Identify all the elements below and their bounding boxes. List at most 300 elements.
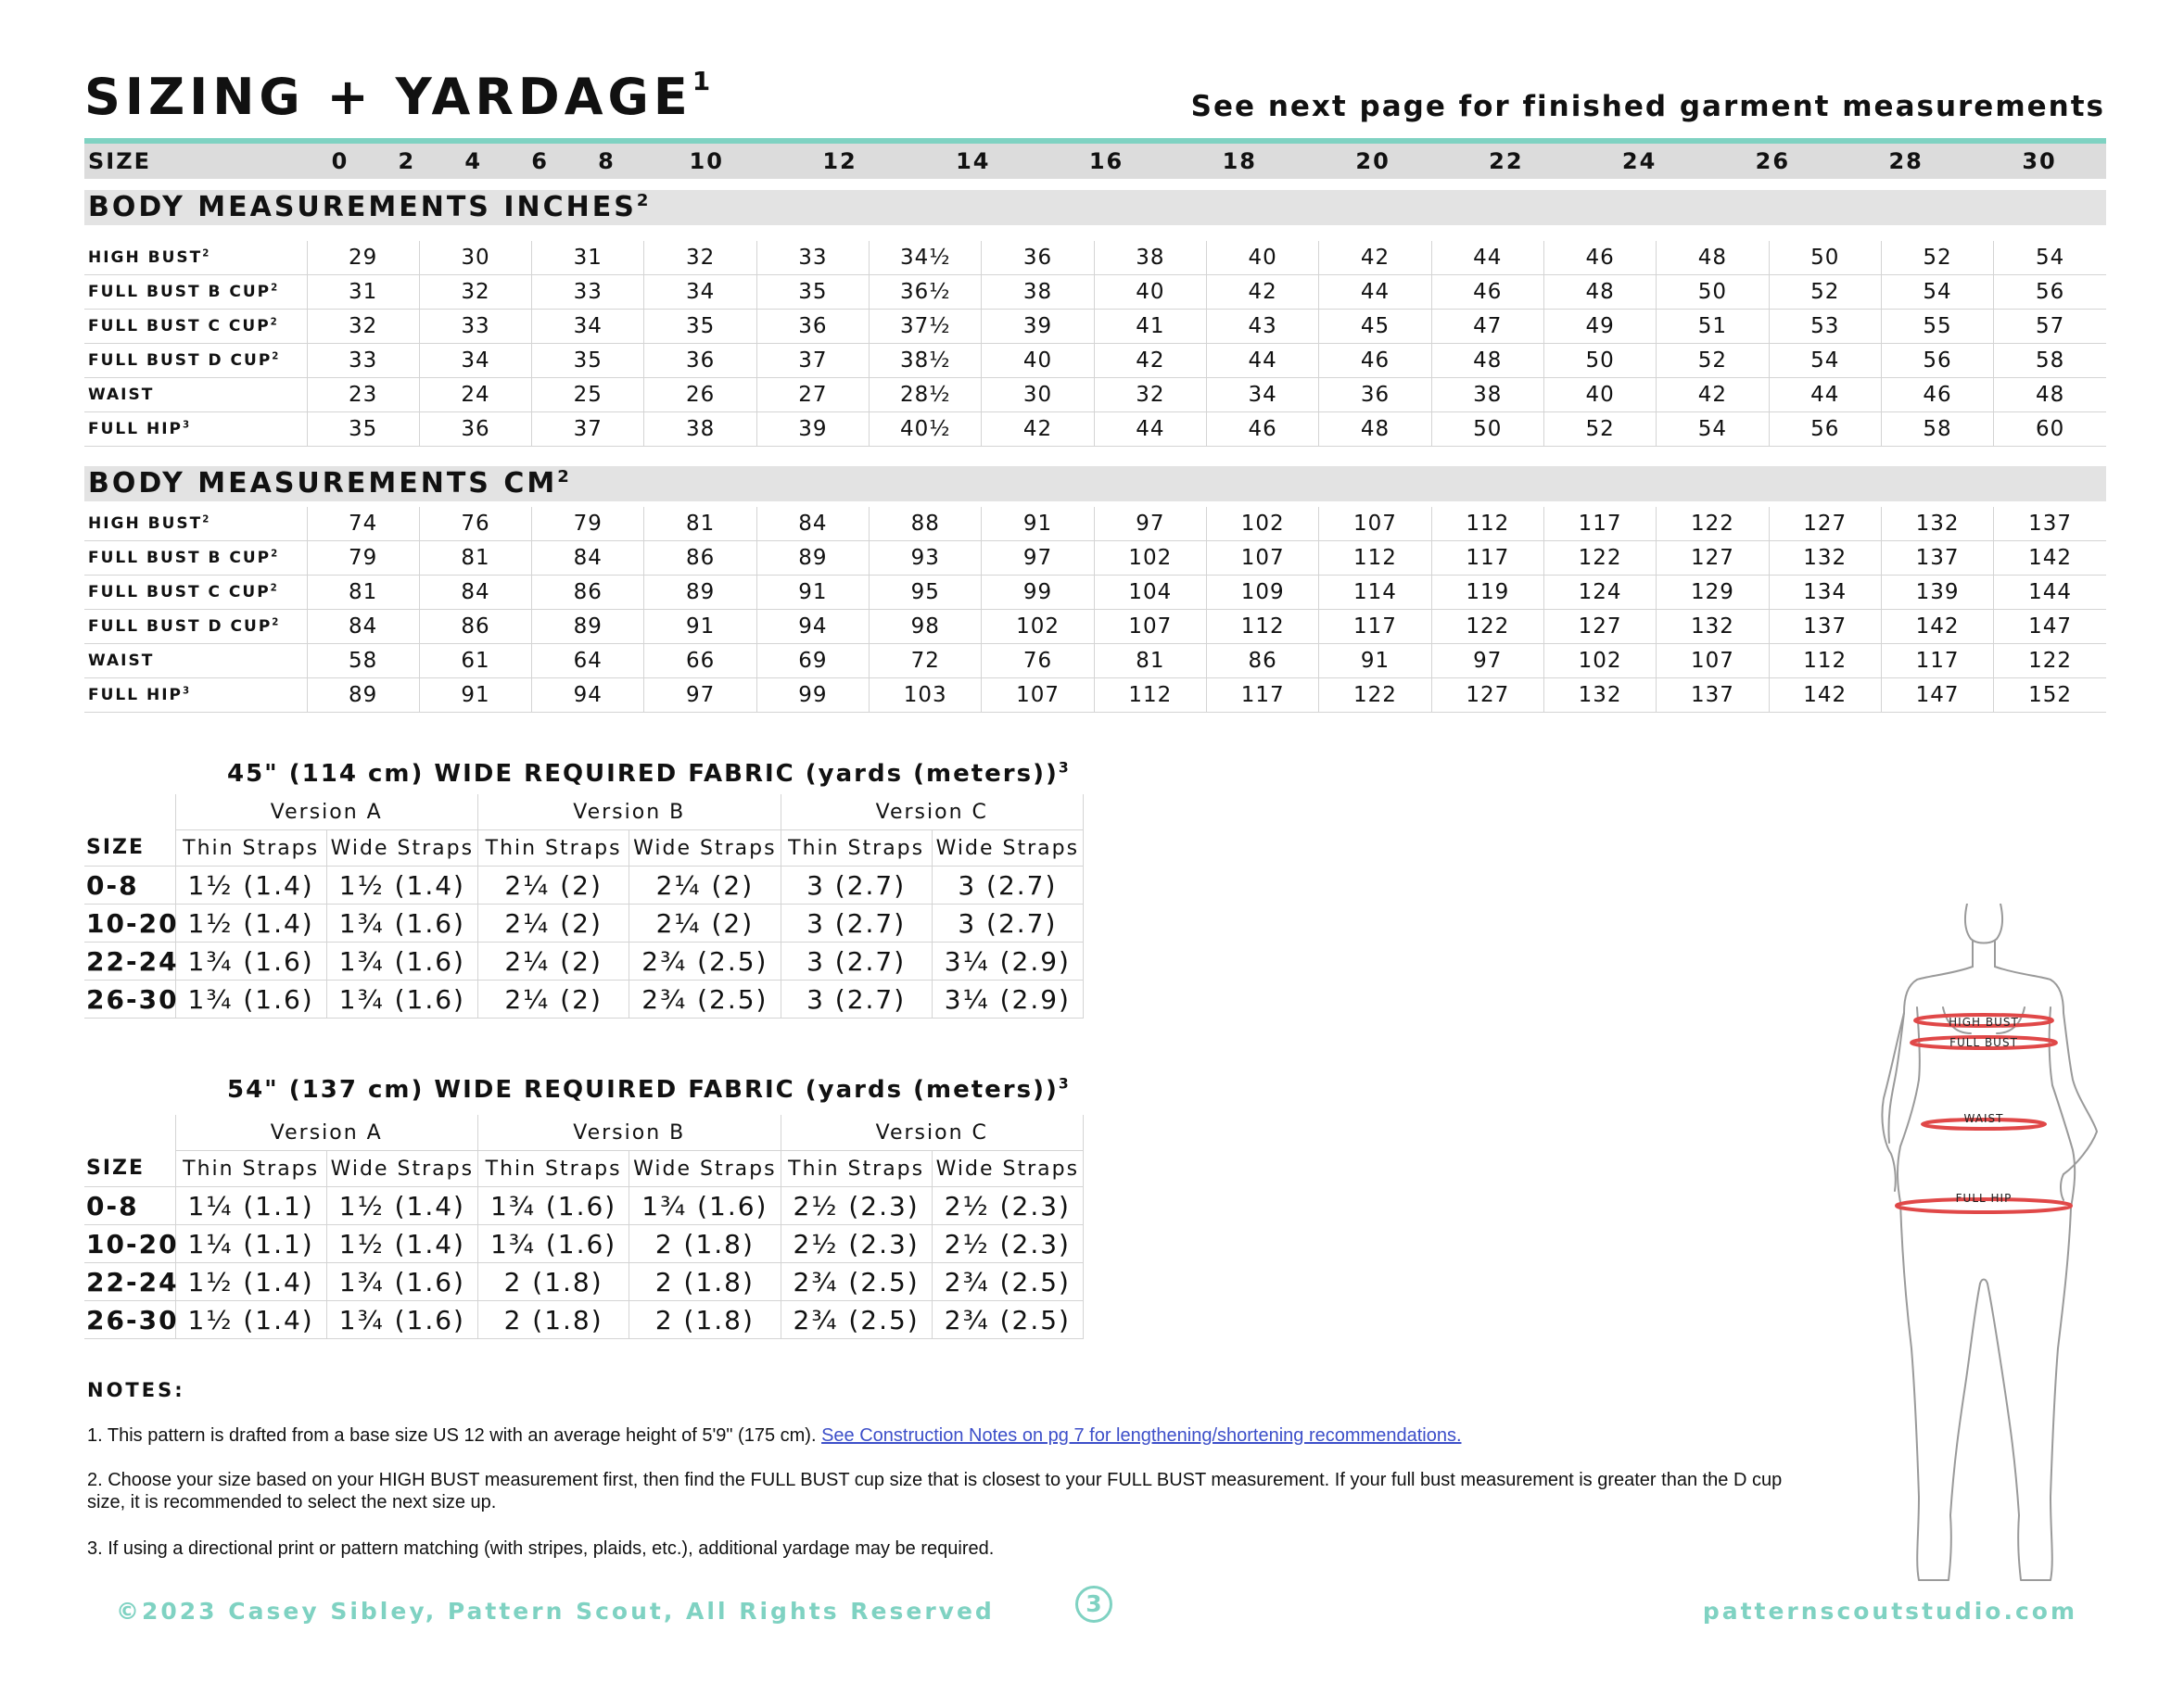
measurement-row bbox=[84, 241, 2106, 275]
version-header: Version A bbox=[175, 1115, 478, 1151]
inches-table bbox=[84, 241, 2106, 447]
measurement-value: 36 bbox=[982, 241, 1094, 275]
version-header: Version A bbox=[175, 794, 478, 830]
yardage-value: 2½ (2.3) bbox=[781, 1187, 932, 1225]
measurement-value: 41 bbox=[1094, 310, 1206, 344]
yardage-value: 2¼ (2) bbox=[478, 943, 629, 981]
measurement-value: 42 bbox=[1657, 378, 1769, 412]
size-label: SIZE bbox=[88, 148, 152, 174]
fabric45-table bbox=[84, 794, 1084, 1019]
measurement-value: 58 bbox=[1881, 412, 1993, 447]
measurement-value: 31 bbox=[307, 275, 419, 310]
yardage-row bbox=[84, 1301, 1084, 1339]
measurement-footnote: 2 bbox=[271, 283, 278, 294]
note-1 bbox=[87, 1424, 1784, 1447]
measurement-value: 48 bbox=[1994, 378, 2106, 412]
yardage-value: 1¾ (1.6) bbox=[326, 1301, 477, 1339]
page-subtitle: See next page for finished garment measurements bbox=[1190, 90, 2105, 123]
strap-header: Wide Straps bbox=[932, 1151, 1083, 1187]
measurement-label bbox=[84, 344, 307, 378]
yardage-value: 2 (1.8) bbox=[629, 1225, 781, 1263]
measurement-value: 52 bbox=[1543, 412, 1656, 447]
yardage-value: 3 (2.7) bbox=[781, 905, 932, 943]
measurement-value: 42 bbox=[1319, 241, 1431, 275]
yardage-value: 2¾ (2.5) bbox=[629, 943, 781, 981]
measurement-value: 54 bbox=[1657, 412, 1769, 447]
measurement-value: 114 bbox=[1319, 576, 1431, 610]
measurement-value: 94 bbox=[756, 610, 869, 644]
yardage-value: 2¾ (2.5) bbox=[781, 1263, 932, 1301]
size-range-label: 26-30 bbox=[84, 981, 175, 1019]
cm-table-body bbox=[84, 507, 2106, 713]
yardage-row bbox=[84, 867, 1084, 905]
inches-section-heading bbox=[84, 190, 2106, 225]
measurement-label bbox=[84, 507, 307, 541]
measurement-value: 61 bbox=[419, 644, 531, 678]
measurement-value: 36 bbox=[756, 310, 869, 344]
measurement-value: 86 bbox=[644, 541, 756, 576]
measurement-value: 35 bbox=[756, 275, 869, 310]
measurement-value: 50 bbox=[1769, 241, 1881, 275]
measurement-value: 102 bbox=[1543, 644, 1656, 678]
measurement-value: 35 bbox=[644, 310, 756, 344]
measurement-value: 91 bbox=[419, 678, 531, 713]
measurement-value: 25 bbox=[532, 378, 644, 412]
measurement-label-text: HIGH BUST bbox=[88, 248, 203, 267]
size-column-header: 20 bbox=[1355, 148, 1390, 174]
measurement-value: 44 bbox=[1094, 412, 1206, 447]
measurement-value: 142 bbox=[1881, 610, 1993, 644]
measurement-value: 107 bbox=[1657, 644, 1769, 678]
note-3: 3. If using a directional print or pattern matching (with stripes, plaids, etc.), additional yardage may be required. bbox=[87, 1538, 995, 1559]
measurement-value: 122 bbox=[1994, 644, 2106, 678]
measurement-row bbox=[84, 275, 2106, 310]
measurement-row bbox=[84, 678, 2106, 713]
measurement-label bbox=[84, 610, 307, 644]
measurement-value: 23 bbox=[307, 378, 419, 412]
measurement-label-text: FULL BUST D CUP bbox=[88, 617, 273, 636]
measurement-value: 46 bbox=[1543, 241, 1656, 275]
measurement-label-text: WAIST bbox=[88, 652, 155, 670]
size-column-header: 22 bbox=[1489, 148, 1524, 174]
measurement-value: 122 bbox=[1657, 507, 1769, 541]
version-header-row bbox=[84, 1115, 1084, 1151]
measurement-value: 46 bbox=[1319, 344, 1431, 378]
measurement-value: 86 bbox=[419, 610, 531, 644]
measurement-label bbox=[84, 378, 307, 412]
measurement-value: 74 bbox=[307, 507, 419, 541]
measurement-value: 38 bbox=[1094, 241, 1206, 275]
measurement-value: 132 bbox=[1657, 610, 1769, 644]
cm-section-heading bbox=[84, 466, 2106, 501]
measurement-value: 122 bbox=[1319, 678, 1431, 713]
page-number-badge: 3 bbox=[1075, 1586, 1112, 1623]
measurement-value: 40 bbox=[1207, 241, 1319, 275]
yardage-value: 1¾ (1.6) bbox=[175, 943, 326, 981]
measurement-value: 129 bbox=[1657, 576, 1769, 610]
measurement-footnote: 2 bbox=[271, 549, 278, 560]
measurement-value: 32 bbox=[307, 310, 419, 344]
measurement-value: 84 bbox=[532, 541, 644, 576]
measurement-value: 31 bbox=[532, 241, 644, 275]
measurement-value: 47 bbox=[1431, 310, 1543, 344]
measurement-value: 81 bbox=[1094, 644, 1206, 678]
measurement-value: 81 bbox=[644, 507, 756, 541]
size-range-label: 26-30 bbox=[84, 1301, 175, 1339]
yardage-value: 1¾ (1.6) bbox=[175, 981, 326, 1019]
measurement-value: 112 bbox=[1431, 507, 1543, 541]
measurement-value: 86 bbox=[1207, 644, 1319, 678]
measurement-value: 124 bbox=[1543, 576, 1656, 610]
version-header-blank bbox=[84, 794, 175, 830]
size-label: SIZE bbox=[84, 830, 175, 867]
size-range-label: 10-20 bbox=[84, 1225, 175, 1263]
measurement-value: 48 bbox=[1431, 344, 1543, 378]
yardage-value: 2¾ (2.5) bbox=[781, 1301, 932, 1339]
measurement-value: 112 bbox=[1207, 610, 1319, 644]
measurement-value: 49 bbox=[1543, 310, 1656, 344]
size-column-header: 18 bbox=[1222, 148, 1258, 174]
size-range-label: 22-24 bbox=[84, 1263, 175, 1301]
measurement-value: 103 bbox=[870, 678, 982, 713]
measurement-value: 46 bbox=[1881, 378, 1993, 412]
measurement-value: 33 bbox=[532, 275, 644, 310]
measurement-value: 107 bbox=[1094, 610, 1206, 644]
measurement-value: 46 bbox=[1207, 412, 1319, 447]
measurement-value: 147 bbox=[1881, 678, 1993, 713]
measurement-value: 152 bbox=[1994, 678, 2106, 713]
measurement-value: 27 bbox=[756, 378, 869, 412]
measurement-value: 38½ bbox=[870, 344, 982, 378]
size-range-label: 0-8 bbox=[84, 1187, 175, 1225]
version-header: Version C bbox=[781, 1115, 1084, 1151]
measurement-label bbox=[84, 678, 307, 713]
yardage-value: 2 (1.8) bbox=[629, 1301, 781, 1339]
yardage-value: 3 (2.7) bbox=[781, 943, 932, 981]
measurement-value: 54 bbox=[1881, 275, 1993, 310]
measurement-footnote: 2 bbox=[202, 514, 210, 525]
measurement-value: 89 bbox=[756, 541, 869, 576]
measurement-value: 107 bbox=[1207, 541, 1319, 576]
measurement-value: 79 bbox=[532, 507, 644, 541]
yardage-value: 2¾ (2.5) bbox=[629, 981, 781, 1019]
yardage-value: 1½ (1.4) bbox=[175, 905, 326, 943]
strap-header: Thin Straps bbox=[781, 1151, 932, 1187]
measurement-value: 84 bbox=[419, 576, 531, 610]
inches-table-body bbox=[84, 241, 2106, 447]
measurement-value: 57 bbox=[1994, 310, 2106, 344]
measurement-value: 99 bbox=[756, 678, 869, 713]
measurement-value: 36 bbox=[1319, 378, 1431, 412]
measurement-value: 36½ bbox=[870, 275, 982, 310]
yardage-row bbox=[84, 1263, 1084, 1301]
measurement-value: 94 bbox=[532, 678, 644, 713]
measurement-label bbox=[84, 576, 307, 610]
size-column-header: 14 bbox=[956, 148, 991, 174]
measurement-value: 102 bbox=[982, 610, 1094, 644]
measurement-value: 45 bbox=[1319, 310, 1431, 344]
yardage-value: 3 (2.7) bbox=[781, 981, 932, 1019]
size-column-header: 28 bbox=[1888, 148, 1924, 174]
measurement-value: 99 bbox=[982, 576, 1094, 610]
measurement-value: 142 bbox=[1769, 678, 1881, 713]
inches-heading-footnote: 2 bbox=[636, 191, 649, 210]
measurement-value: 84 bbox=[307, 610, 419, 644]
yardage-value: 1¾ (1.6) bbox=[629, 1187, 781, 1225]
measurement-footnote: 2 bbox=[270, 583, 277, 594]
measurement-footnote: 3 bbox=[183, 420, 190, 431]
measurement-value: 89 bbox=[644, 576, 756, 610]
version-header-blank bbox=[84, 1115, 175, 1151]
version-header: Version B bbox=[478, 794, 781, 830]
measurement-value: 147 bbox=[1994, 610, 2106, 644]
measurement-value: 52 bbox=[1657, 344, 1769, 378]
cm-heading-footnote: 2 bbox=[557, 467, 569, 487]
measurement-value: 91 bbox=[644, 610, 756, 644]
measurement-value: 32 bbox=[644, 241, 756, 275]
size-column-header: 26 bbox=[1755, 148, 1791, 174]
size-column-header: 12 bbox=[822, 148, 857, 174]
measurement-value: 69 bbox=[756, 644, 869, 678]
measurement-value: 88 bbox=[870, 507, 982, 541]
measurement-row bbox=[84, 344, 2106, 378]
measurement-label-text: WAIST bbox=[88, 386, 155, 404]
measurement-value: 117 bbox=[1881, 644, 1993, 678]
measurement-value: 112 bbox=[1094, 678, 1206, 713]
high-bust-label: HIGH BUST bbox=[1949, 1016, 2019, 1029]
measurement-value: 86 bbox=[532, 576, 644, 610]
measurement-value: 55 bbox=[1881, 310, 1993, 344]
measurement-value: 60 bbox=[1994, 412, 2106, 447]
strap-header: Wide Straps bbox=[629, 1151, 781, 1187]
size-column-header: 24 bbox=[1621, 148, 1657, 174]
fabric45-title-text: 45" (114 cm) WIDE REQUIRED FABRIC (yards (meters)) bbox=[227, 760, 1059, 788]
measurement-value: 56 bbox=[1769, 412, 1881, 447]
full-bust-label: FULL BUST bbox=[1949, 1036, 2018, 1049]
yardage-value: 1¾ (1.6) bbox=[326, 981, 477, 1019]
yardage-value: 1¾ (1.6) bbox=[326, 905, 477, 943]
measurement-value: 34 bbox=[419, 344, 531, 378]
page-title bbox=[84, 66, 711, 126]
size-column-header: 2 bbox=[398, 148, 416, 174]
inches-heading-text: BODY MEASUREMENTS INCHES bbox=[88, 191, 637, 223]
measurement-value: 34½ bbox=[870, 241, 982, 275]
yardage-row bbox=[84, 905, 1084, 943]
measurement-value: 72 bbox=[870, 644, 982, 678]
measurement-label bbox=[84, 275, 307, 310]
yardage-value: 1¾ (1.6) bbox=[478, 1225, 629, 1263]
measurement-value: 33 bbox=[756, 241, 869, 275]
measurement-value: 137 bbox=[1657, 678, 1769, 713]
measurement-value: 107 bbox=[1319, 507, 1431, 541]
measurement-value: 42 bbox=[1207, 275, 1319, 310]
measurement-value: 117 bbox=[1319, 610, 1431, 644]
notes-heading: NOTES: bbox=[87, 1379, 185, 1401]
strap-header-row bbox=[84, 1151, 1084, 1187]
strap-header-row bbox=[84, 830, 1084, 867]
measurement-value: 117 bbox=[1543, 507, 1656, 541]
measurement-footnote: 2 bbox=[202, 248, 210, 259]
measurement-label-text: FULL HIP bbox=[88, 420, 184, 438]
measurement-value: 107 bbox=[982, 678, 1094, 713]
yardage-value: 1¾ (1.6) bbox=[326, 1263, 477, 1301]
measurement-label bbox=[84, 412, 307, 447]
measurement-value: 46 bbox=[1431, 275, 1543, 310]
size-range-label: 0-8 bbox=[84, 867, 175, 905]
yardage-value: 2¼ (2) bbox=[478, 867, 629, 905]
strap-header: Thin Straps bbox=[175, 1151, 326, 1187]
measurement-value: 24 bbox=[419, 378, 531, 412]
size-range-label: 10-20 bbox=[84, 905, 175, 943]
measurement-value: 43 bbox=[1207, 310, 1319, 344]
measurement-value: 32 bbox=[419, 275, 531, 310]
yardage-value: 1¼ (1.1) bbox=[175, 1225, 326, 1263]
footer-website: patternscoutstudio.com bbox=[1702, 1598, 2077, 1625]
measurement-value: 35 bbox=[532, 344, 644, 378]
measurement-value: 34 bbox=[532, 310, 644, 344]
measurement-value: 122 bbox=[1431, 610, 1543, 644]
yardage-value: 1¾ (1.6) bbox=[478, 1187, 629, 1225]
strap-header: Wide Straps bbox=[629, 830, 781, 867]
measurement-value: 44 bbox=[1431, 241, 1543, 275]
measurement-value: 119 bbox=[1431, 576, 1543, 610]
measurement-value: 79 bbox=[307, 541, 419, 576]
measurement-value: 28½ bbox=[870, 378, 982, 412]
yardage-value: 1½ (1.4) bbox=[175, 1263, 326, 1301]
measurement-label bbox=[84, 310, 307, 344]
measurement-value: 66 bbox=[644, 644, 756, 678]
measurement-row bbox=[84, 412, 2106, 447]
measurement-label-text: FULL HIP bbox=[88, 686, 184, 704]
measurement-value: 127 bbox=[1769, 507, 1881, 541]
measurement-value: 127 bbox=[1431, 678, 1543, 713]
measurement-value: 50 bbox=[1657, 275, 1769, 310]
measurement-value: 76 bbox=[982, 644, 1094, 678]
fabric45-title bbox=[227, 760, 1069, 788]
measurement-row bbox=[84, 541, 2106, 576]
yardage-value: 3 (2.7) bbox=[781, 867, 932, 905]
yardage-value: 2¾ (2.5) bbox=[932, 1301, 1083, 1339]
yardage-value: 2 (1.8) bbox=[478, 1301, 629, 1339]
measurement-value: 132 bbox=[1769, 541, 1881, 576]
measurement-value: 56 bbox=[1881, 344, 1993, 378]
yardage-value: 3 (2.7) bbox=[932, 867, 1083, 905]
strap-header: Thin Straps bbox=[175, 830, 326, 867]
measurement-value: 48 bbox=[1657, 241, 1769, 275]
measurement-value: 58 bbox=[1994, 344, 2106, 378]
measurement-value: 37 bbox=[532, 412, 644, 447]
yardage-value: 2¼ (2) bbox=[478, 981, 629, 1019]
construction-notes-link[interactable]: See Construction Notes on pg 7 for lengthening/shortening recommendations. bbox=[821, 1425, 1462, 1446]
yardage-value: 2¼ (2) bbox=[478, 905, 629, 943]
measurement-value: 91 bbox=[756, 576, 869, 610]
measurement-label-text: FULL BUST B CUP bbox=[88, 549, 272, 567]
waist-label: WAIST bbox=[1963, 1112, 2004, 1125]
page-title-footnote: 1 bbox=[692, 66, 711, 96]
measurement-value: 44 bbox=[1207, 344, 1319, 378]
measurement-value: 40 bbox=[1543, 378, 1656, 412]
size-label: SIZE bbox=[84, 1151, 175, 1187]
measurement-value: 37½ bbox=[870, 310, 982, 344]
fabric45-title-footnote: 3 bbox=[1058, 759, 1069, 777]
measurement-value: 39 bbox=[756, 412, 869, 447]
measurement-value: 53 bbox=[1769, 310, 1881, 344]
strap-header: Thin Straps bbox=[478, 1151, 629, 1187]
measurement-value: 102 bbox=[1094, 541, 1206, 576]
measurement-value: 95 bbox=[870, 576, 982, 610]
measurement-value: 40 bbox=[1094, 275, 1206, 310]
yardage-value: 1¾ (1.6) bbox=[326, 943, 477, 981]
yardage-value: 3¼ (2.9) bbox=[932, 981, 1083, 1019]
fabric54-table-body bbox=[84, 1115, 1084, 1339]
strap-header: Wide Straps bbox=[326, 1151, 477, 1187]
measurement-value: 84 bbox=[756, 507, 869, 541]
measurement-value: 112 bbox=[1319, 541, 1431, 576]
strap-header: Thin Straps bbox=[781, 830, 932, 867]
full-hip-label: FULL HIP bbox=[1955, 1192, 2013, 1205]
size-header-row bbox=[84, 144, 2106, 179]
version-header: Version C bbox=[781, 794, 1084, 830]
size-range-label: 22-24 bbox=[84, 943, 175, 981]
measurement-label bbox=[84, 541, 307, 576]
measurement-value: 29 bbox=[307, 241, 419, 275]
measurement-value: 91 bbox=[982, 507, 1094, 541]
figure-outline bbox=[1882, 904, 2097, 1580]
measurement-value: 33 bbox=[419, 310, 531, 344]
size-column-header: 30 bbox=[2022, 148, 2057, 174]
measurement-footnote: 2 bbox=[272, 351, 279, 362]
measurement-value: 139 bbox=[1881, 576, 1993, 610]
measurement-value: 42 bbox=[982, 412, 1094, 447]
measurement-value: 44 bbox=[1319, 275, 1431, 310]
measurement-value: 50 bbox=[1431, 412, 1543, 447]
measurement-value: 56 bbox=[1994, 275, 2106, 310]
measurement-value: 97 bbox=[1094, 507, 1206, 541]
version-header-row bbox=[84, 794, 1084, 830]
strap-header: Wide Straps bbox=[932, 830, 1083, 867]
measurement-value: 109 bbox=[1207, 576, 1319, 610]
measurement-value: 54 bbox=[1994, 241, 2106, 275]
yardage-value: 1½ (1.4) bbox=[326, 867, 477, 905]
measurement-value: 122 bbox=[1543, 541, 1656, 576]
measurement-value: 117 bbox=[1431, 541, 1543, 576]
measurement-value: 89 bbox=[532, 610, 644, 644]
measurement-label-text: FULL BUST C CUP bbox=[88, 583, 271, 601]
measurement-value: 36 bbox=[419, 412, 531, 447]
measurement-value: 137 bbox=[1994, 507, 2106, 541]
measurement-value: 91 bbox=[1319, 644, 1431, 678]
size-column-header: 16 bbox=[1088, 148, 1124, 174]
measurement-value: 34 bbox=[644, 275, 756, 310]
body-measurement-figure bbox=[1863, 904, 2114, 1589]
yardage-value: 1½ (1.4) bbox=[175, 1301, 326, 1339]
measurement-value: 26 bbox=[644, 378, 756, 412]
yardage-value: 1½ (1.4) bbox=[326, 1187, 477, 1225]
measurement-value: 44 bbox=[1769, 378, 1881, 412]
yardage-value: 2 (1.8) bbox=[629, 1263, 781, 1301]
measurement-label-text: FULL BUST B CUP bbox=[88, 283, 272, 301]
measurement-label bbox=[84, 644, 307, 678]
yardage-row bbox=[84, 1187, 1084, 1225]
measurement-value: 144 bbox=[1994, 576, 2106, 610]
yardage-value: 2 (1.8) bbox=[478, 1263, 629, 1301]
measurement-row bbox=[84, 610, 2106, 644]
measurement-value: 97 bbox=[644, 678, 756, 713]
measurement-value: 38 bbox=[982, 275, 1094, 310]
measurement-label bbox=[84, 241, 307, 275]
measurement-value: 58 bbox=[307, 644, 419, 678]
measurement-value: 52 bbox=[1881, 241, 1993, 275]
